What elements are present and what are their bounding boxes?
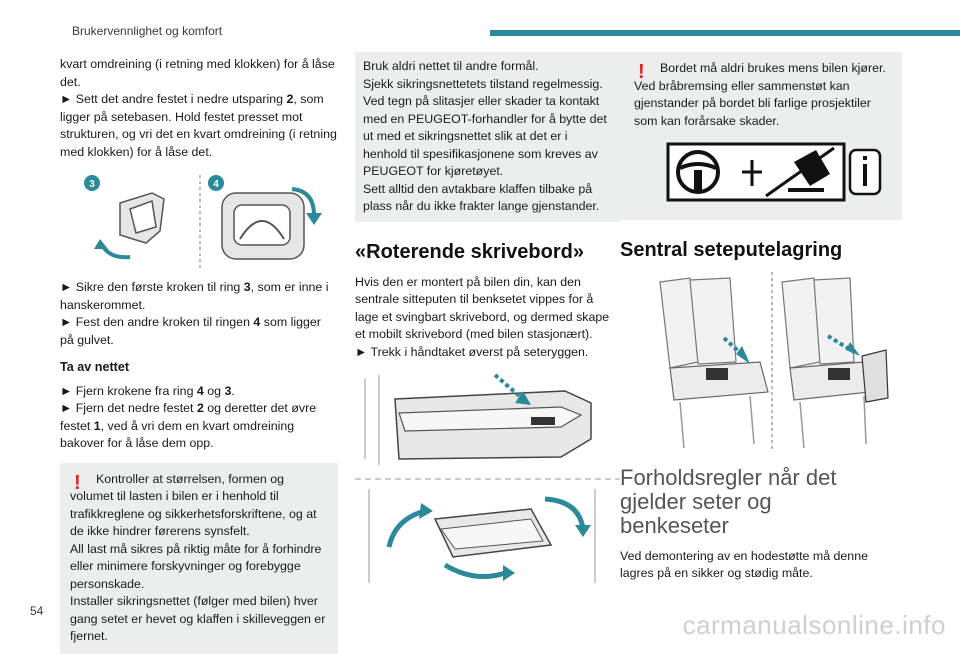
column-middle — [355, 52, 620, 593]
instruction-step: ► Fjern det nedre festet 2 og deretter det øvre festet 1, ved å vri dem en kvart omdreining bakover for å låse dem opp. — [60, 401, 317, 450]
section-title-precautions: Forholdsregler når det gjelder seter og benkeseter — [620, 464, 837, 538]
pictogram-no-table-while-driving — [664, 140, 888, 210]
warning-exclamation-icon: ! — [638, 61, 645, 83]
instruction-step: ► Fest den andre kroken til ringen 4 som ligger på gulvet. — [60, 315, 321, 347]
hook-rings-figure — [60, 169, 338, 273]
ring-3-illustration — [84, 175, 164, 257]
paragraph: Ved demontering av en hodestøtte må denne lagres på en sikker og stødig måte. — [620, 548, 868, 580]
column-left — [60, 56, 338, 654]
rotating-desk-figure — [355, 369, 620, 593]
instruction-step: ► Sikre den første kroken til ring 3, som er inne i hanskerommet. — [60, 280, 329, 312]
figure-label-3: 3 — [89, 179, 95, 190]
manual-book-icon — [850, 150, 880, 194]
section-title-central-storage: Sentral seteputelagring — [620, 238, 843, 261]
paragraph: Hvis den er montert på bilen din, kan den sentrale sitteputen til benksetet vippes for å lage et svingbart skrivebord, og dermed skape et mobilt skrivebord (med bilen stasjonært). — [355, 274, 610, 341]
header-accent-bar — [490, 30, 960, 36]
instruction-step: ► Trekk i håndtaket øverst på seteryggen. — [355, 344, 589, 359]
ring-4-illustration — [208, 175, 322, 259]
watermark-text: carmanualsonline.info — [682, 610, 946, 640]
running-header: Brukervennlighet og komfort — [72, 24, 223, 38]
warning-box: ! Kontroller at størrelsen, formen og volumet til lasten i bilen er i henhold til trafikkreglene og sikkerhetsforskriftene, og at de ikke hindrer førerens synsfelt. All last må sikres på riktig måte for å forhindre eller minimere forskyvninger og forebygge personskade. Installer sikringsnettet (følger med bilen) hver gang setet er hevet og klaffen i skilleveggen er fjernet. — [60, 463, 338, 654]
subheading-remove-net: Ta av nettet — [60, 360, 130, 374]
warning-exclamation-icon: ! — [74, 471, 81, 494]
info-box: Bruk aldri nettet til andre formål. Sjekk sikringsnettetets tilstand regelmessig. Ved tegn på slitasjer eller skader ta kontakt med en PEUGEOT-forhandler for å bytte det ut med et sikringsnettet slik at det er i henhold til spesifikasjonene som kreves av PEUGEOT for kjøretøyet. Sett alltid den avtakbare klaffen tilbake på plass når du ikke frakter lange gjenstander. — [355, 52, 620, 222]
instruction-step: ► Fjern krokene fra ring 4 og 3. — [60, 383, 235, 398]
figure-label-4: 4 — [213, 179, 219, 190]
desk-handle-icon — [531, 417, 555, 425]
section-title-rotating-desk: «Roterende skrivebord» — [355, 240, 584, 263]
column-right — [620, 52, 902, 583]
warning-box-table: ! Bordet må aldri brukes mens bilen kjører. Ved bråbremsing eller sammenstøt kan gjenstander på bordet bli farlige prosjektiler som kan forårsake skader. — [620, 52, 902, 220]
paragraph: kvart omdreining (i retning med klokken) for å låse det. — [60, 57, 335, 89]
central-storage-figure — [650, 272, 902, 452]
instruction-step: ► Sett det andre festet i nedre utsparing 2, som ligger på setebasen. Hold festet presset mot strukturen, og vri det en kvart omdreining (i retning med klokken) for å låse det. — [60, 92, 337, 159]
page-number: 54 — [30, 604, 44, 618]
